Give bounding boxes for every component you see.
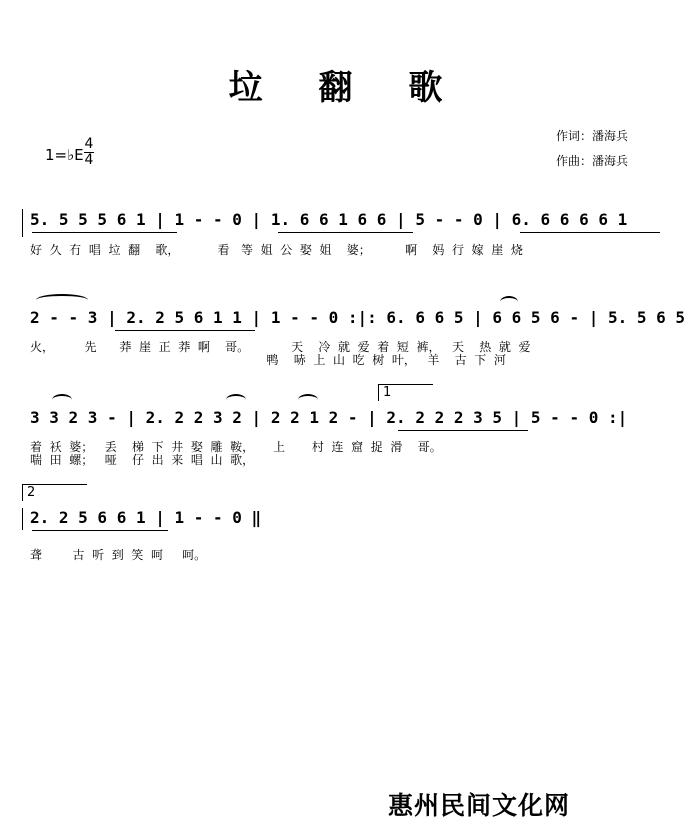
site-watermark: 惠州民间文化网: [388, 791, 571, 820]
beam-line: [32, 530, 168, 531]
lyric-line-4: 聋 古 听 到 笑 呵 呵。: [30, 548, 207, 562]
slur-mark: [500, 296, 518, 308]
beam-line: [115, 330, 255, 331]
time-signature: [84, 137, 94, 168]
song-title: 垃 翻 歌: [228, 68, 465, 108]
notation-line-1: 5. 5 5 5 6 1 | 1 - - 0 | 1. 6 6 1 6 6 | 5 - - 0 | 6. 6 6 6 6 1: [30, 210, 628, 229]
volta-first: 1: [378, 384, 433, 401]
beam-line: [398, 430, 528, 431]
slur-mark: [226, 394, 246, 406]
volta-second: 2: [22, 484, 87, 501]
notation-line-4: 2. 2 5 6 6 1 | 1 - - 0 ‖: [30, 508, 262, 527]
barline: [22, 508, 23, 530]
slur-mark: [298, 394, 318, 406]
lyric-line-3b: 喘 田 螺； 哑 仔 出 来 唱 山 歌，: [30, 453, 255, 467]
lyric-line-1: 好 久 冇 唱 垃 翻 歌， 看 等 姐 公 娶 姐 婆； 啊 妈 行 嫁 崖 烧: [30, 243, 523, 257]
composer-credit: 作曲：潘海兵: [556, 154, 629, 168]
key-signature: 1=♭E: [45, 146, 84, 164]
slur-mark: [36, 294, 88, 306]
lyricist-credit: 作词：潘海兵: [556, 129, 629, 143]
notation-line-3: 3 3 2 3 - | 2. 2 2 3 2 | 2 2 1 2 - | 2. 2 2 2 3 5 | 5 - - 0 :|: [30, 408, 628, 427]
time-signature-top: 4: [84, 136, 94, 152]
beam-line: [520, 232, 660, 233]
notation-line-2: 2 - - 3 | 2. 2 5 6 1 1 | 1 - - 0 :|: 6. 6 6 5 | 6 6 5 6 - | 5. 5 6 5: [30, 308, 686, 327]
barline: [22, 209, 23, 237]
lyric-line-2b: 鸭 哧 上 山 吃 树 叶， 羊 古 下 河: [30, 353, 506, 367]
lyric-line-2a: 火， 先 莽 崖 正 莽 啊 哥。 天 冷 就 爱 着 短 裤， 天 热 就 爱: [30, 340, 531, 354]
slur-mark: [52, 394, 72, 406]
lyric-line-3a: 着 袄 婆； 丢 梯 下 井 娶 雕 鞍， 上 村 连 窟 捉 滑 哥。: [30, 440, 442, 454]
beam-line: [278, 232, 413, 233]
beam-line: [32, 232, 177, 233]
time-signature-bottom: 4: [84, 152, 94, 168]
